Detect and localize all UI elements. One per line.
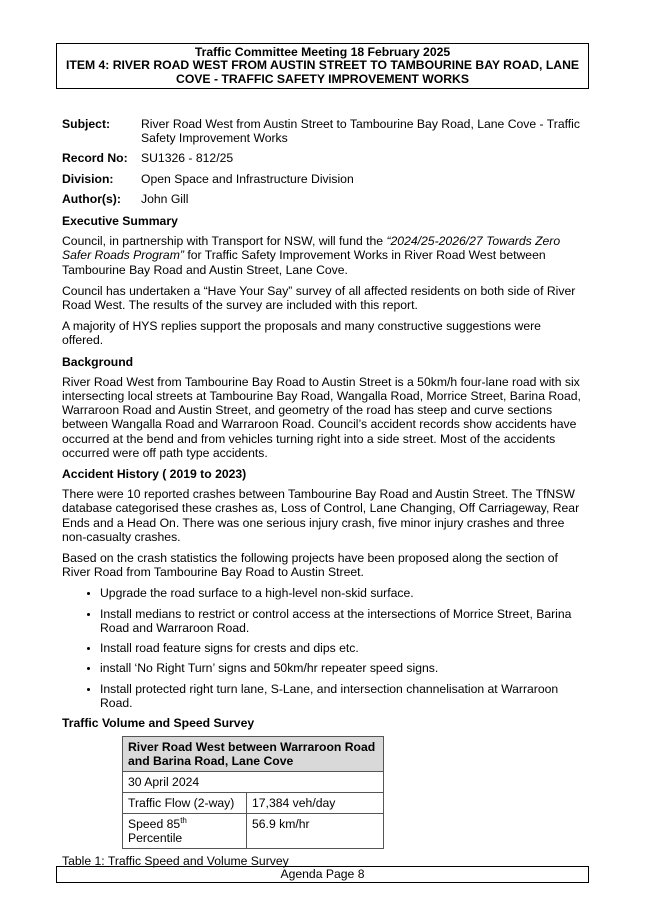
table-row (123, 793, 384, 814)
background-heading: Background (62, 354, 134, 369)
exec-p1-end: for Traffic Safety Improvement Works in River Road West between Tambourine Bay Road and Austin Street, Lane Cove. (62, 248, 546, 277)
speed-label (123, 814, 247, 849)
header-item-title-line1: ITEM 4: RIVER ROAD WEST FROM AUSTIN STREET TO TAMBOURINE BAY ROAD, LANE (65, 58, 580, 73)
record-value: SU1326 - 812/25 (141, 151, 234, 166)
proposed-projects-list (62, 586, 584, 709)
page-header (56, 43, 589, 89)
exec-p1-start: Council, in partnership with Transport for NSW, will fund the (62, 234, 387, 249)
author-value: John Gill (141, 191, 189, 206)
executive-summary-heading: Executive Summary (62, 214, 178, 229)
speed-label-percentile: Percentile (128, 831, 183, 846)
subject-label: Subject: (62, 117, 111, 131)
page-number: Agenda Page 8 (280, 867, 365, 881)
page-footer (56, 866, 589, 883)
executive-summary-paragraph-3: A majority of HYS replies support the proposals and many constructive suggestions were offered. (62, 319, 541, 348)
executive-summary-paragraph-1 (62, 234, 584, 277)
list-item: • Install road feature signs for crests and dips etc. (100, 641, 584, 655)
header-item-title-line2: COVE - TRAFFIC SAFETY IMPROVEMENT WORKS (176, 71, 469, 86)
program-name: “2024/25-2026/27 Towards Zero Safer Roads Program” (62, 234, 561, 263)
accident-history-paragraph-1: There were 10 reported crashes between Tambourine Bay Road and Austin Street. The TfNSW database categorised these crashes as, Loss of Control, Lane Changing, Off Carriageway, Rear Ends and a Head On. There was one serious injury crash, five minor injury crashes and three non-casualty crashes. (62, 487, 580, 544)
survey-date-cell: 30 April 2024 (123, 772, 384, 793)
list-item: • Upgrade the road surface to a high-level non-skid surface. (100, 586, 584, 600)
author-label: Author(s): (62, 191, 121, 206)
list-item: • Install protected right turn lane, S-Lane, and intersection channelisation at Warraroon Road. (100, 682, 584, 710)
table-caption: Table 1: Traffic Speed and Volume Survey (62, 854, 289, 869)
record-label: Record No: (62, 151, 128, 166)
list-item: • install ‘No Right Turn’ signs and 50km/hr repeater speed signs. (100, 661, 584, 675)
list-item: • Install medians to restrict or control access at the intersections of Morrice Street, Barina Road and Warraroon Road. (100, 607, 584, 635)
table-row (123, 737, 384, 772)
header-meeting-title: Traffic Committee Meeting 18 February 2025 (194, 45, 451, 59)
division-value: Open Space and Infrastructure Division (141, 171, 354, 186)
division-label: Division: (62, 171, 114, 186)
traffic-survey-table (122, 736, 384, 849)
background-paragraph: River Road West from Tambourine Bay Road to Austin Street is a 50km/h four-lane road with six intersecting local streets at Tambourine Bay Road, Wangalla Road, Morrice Street, Barina Road, Warraroon Road and Austin Street, and geometry of the road has steep and curve sections between Wangalla Road and Warraroon Road. Council’s accident records show accidents have occurred at the bend and from vehicles turning right into a side street. Most of the accidents occurred were off path type accidents. (62, 374, 581, 460)
traffic-flow-value: 17,384 veh/day (247, 793, 384, 814)
report-body (62, 117, 584, 868)
subject-value: River Road West from Austin Street to Tambourine Bay Road, Lane Cove - Traffic Safety Improvement Works (141, 117, 580, 146)
speed-label-superscript: th (180, 816, 187, 826)
accident-history-paragraph-2: Based on the crash statistics the following projects have been proposed along the section of River Road from Tambourine Bay Road to Austin Street. (62, 551, 558, 580)
table-row (123, 814, 384, 849)
traffic-survey-heading: Traffic Volume and Speed Survey (62, 715, 255, 730)
traffic-flow-label: Traffic Flow (2-way) (123, 793, 247, 814)
table-title-cell: River Road West between Warraroon Road and Barina Road, Lane Cove (123, 737, 384, 772)
executive-summary-paragraph-2: Council has undertaken a “Have Your Say” survey of all affected residents on both side of River Road West. The results of the survey are included with this report. (62, 283, 576, 313)
speed-label-text: Speed 85 (128, 817, 181, 832)
accident-history-heading: Accident History ( 2019 to 2023) (62, 467, 247, 482)
table-row (123, 772, 384, 793)
report-metadata (62, 117, 584, 206)
speed-value: 56.9 km/hr (247, 814, 384, 849)
